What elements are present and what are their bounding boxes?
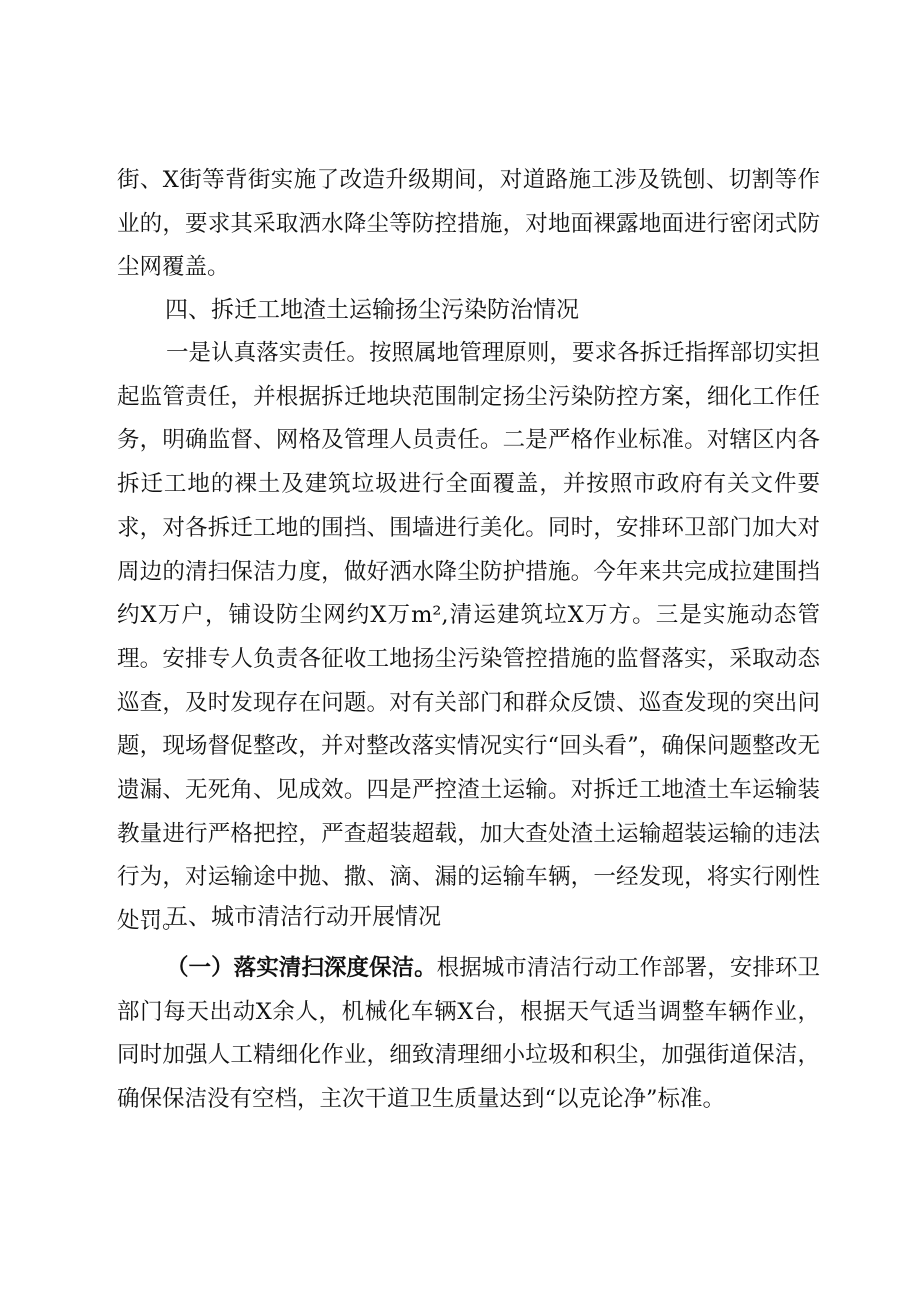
- paragraph-continued: 街、X街等背街实施了改造升级期间，对道路施工涉及铣刨、切割等作业的，要求其采取洒水降尘等防控措施，对地面裸露地面进行密闭式防尘网覆盖。: [117, 167, 820, 281]
- paragraph-section-4: 一是认真落实责任。按照属地管理原则，要求各拆迁指挥部切实担起监管责任，并根据拆迁地块范围制定扬尘污染防控方案，细化工作任务，明确监督、网格及管理人员责任。二是严格作业标准。对辖区内各拆迁工地的裸土及建筑垃圾进行全面覆盖，并按照市政府有关文件要求，对各拆迁工地的围挡、围墙进行美化。同时，安排环卫部门加大对周边的清扫保洁力度，做好洒水降尘防护措施。今年来共完成拉建围挡约X万户，铺设防尘网约X万m²,清运建筑垃X万方。三是实施动态管理。安排专人负责各征收工地扬尘污染管控措施的监督落实，采取动态巡查，及时发现存在问题。对有关部门和群众反馈、巡查发现的突出问题，现场督促整改，并对整改落实情况实行“回头看”，确保问题整改无遗漏、无死角、见成效。四是严控渣土运输。对拆迁工地渣土车运输装教量进行严格把控，严查超装超载，加大查处渣土运输超装运输的违法行为，对运输途中抛、撒、滴、漏的运输车辆，一经发现，将实行刚性处罚。: [117, 340, 820, 935]
- section-heading-4: 四、拆迁工地渣土运输扬尘污染防治情况: [165, 297, 579, 323]
- paragraph-section-5: [117, 947, 820, 1122]
- subheading-inline: （一）落实清扫深度保洁。: [166, 955, 437, 981]
- paragraph-body: 根据城市清洁行动工作部署，安排环卫部门每天出动X余人，机械化车辆X台，根据天气适当调整车辆作业，同时加强人工精细化作业，细致清理细小垃圾和积尘，加强街道保洁，确保保洁没有空档，主次干道卫生质量达到“以克论净”标准。: [117, 955, 820, 1113]
- section-heading-5: 五、城市清洁行动开展情况: [165, 904, 441, 930]
